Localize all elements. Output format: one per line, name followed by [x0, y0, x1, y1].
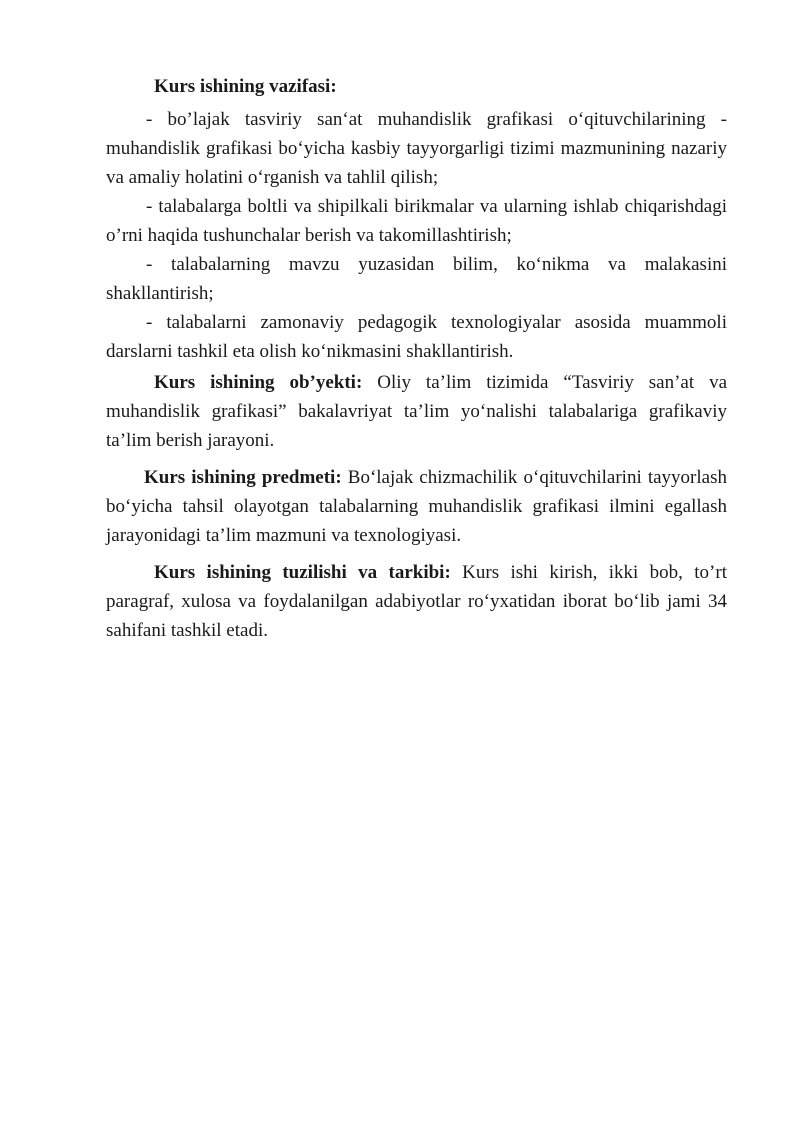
- object-paragraph: [106, 368, 727, 455]
- structure-text: Kurs ishi kirish, ikki bob, to’rt paragraf, xulosa va foydalanilgan adabiyotlar ro‘yxatidan iborat bo‘lib jami 34 sahifani tashkil etadi.: [106, 562, 727, 641]
- task-item-1: - bo’lajak tasviriy san‘at muhandislik grafikasi o‘qituvchilarining - muhandislik grafikasi bo‘yicha kasbiy tayyorgarligi tizimi mazmunining nazariy va amaliy holatini o‘rganish va tahlil qilish;: [106, 109, 727, 188]
- subject-label: Kurs ishining predmeti:: [144, 467, 342, 488]
- object-text: Oliy ta’lim tizimida “Tasviriy san’at va muhandislik grafikasi” bakalavriyat ta’lim yo‘nalishi talabalariga grafikaviy ta’lim berish jarayoni.: [106, 372, 728, 451]
- tasks-heading: Kurs ishining vazifasi:: [154, 76, 337, 97]
- document-page: [106, 72, 727, 645]
- object-label: Kurs ishining ob’yekti:: [154, 372, 363, 393]
- task-item-2: - talabalarga boltli va shipilkali birikmalar va ularning ishlab chiqarishdagi o’rni haqida tushunchalar berish va takomillashtirish;: [106, 196, 727, 246]
- task-item-4: - talabalarni zamonaviy pedagogik texnologiyalar asosida muammoli darslarni tashkil eta olish ko‘nikmasini shakllantirish.: [106, 312, 727, 362]
- subject-paragraph: [106, 463, 727, 550]
- task-item-3: - talabalarning mavzu yuzasidan bilim, ko‘nikma va malakasini shakllantirish;: [106, 254, 727, 304]
- structure-label: Kurs ishining tuzilishi va tarkibi:: [154, 562, 451, 583]
- subject-text: Bo‘lajak chizmachilik o‘qituvchilarini tayyorlash bo‘yicha tahsil olayotgan talabalarning muhandislik grafikasi ilmini egallash jarayonidagi ta’lim mazmuni va texnologiyasi.: [106, 467, 727, 546]
- structure-paragraph: [106, 558, 727, 645]
